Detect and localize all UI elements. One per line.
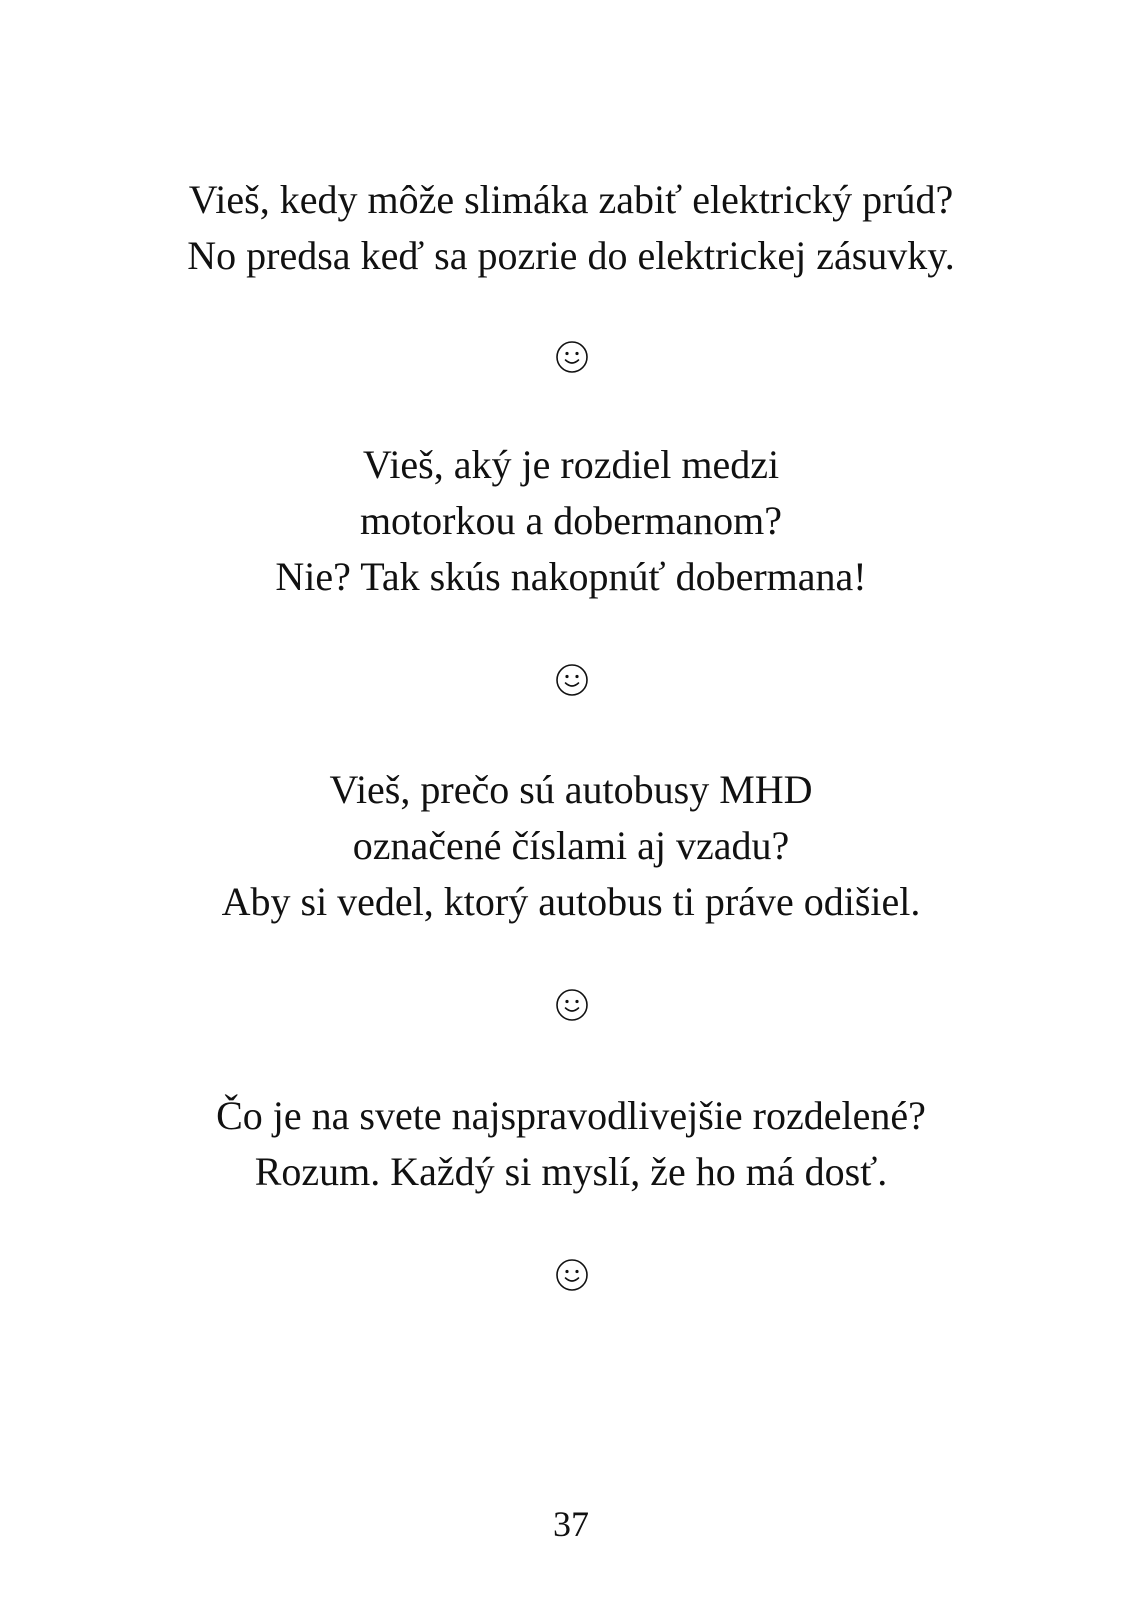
joke-3-line-3: Aby si vedel, ktorý autobus ti práve odišiel. (221, 879, 921, 924)
smiley-face-icon (555, 988, 589, 1022)
joke-4-line-2: Rozum. Každý si myslí, že ho má dosť. (254, 1149, 888, 1194)
smiley-face-icon (555, 1258, 589, 1292)
joke-3 (0, 762, 1142, 930)
joke-3-line-2: označené číslami aj vzadu? (352, 823, 790, 868)
smiley-face-icon (555, 340, 589, 374)
joke-2-line-2: motorkou a dobermanom? (359, 498, 783, 543)
joke-4 (0, 1088, 1142, 1200)
joke-1 (0, 172, 1142, 284)
joke-1-line-2: No predsa keď sa pozrie do elektrickej zásuvky. (187, 233, 955, 278)
smiley-face-icon (555, 663, 589, 697)
joke-4-line-1: Čo je na svete najspravodlivejšie rozdelené? (216, 1093, 926, 1138)
page-number: 37 (553, 1504, 589, 1544)
joke-2-line-3: Nie? Tak skús nakopnúť dobermana! (275, 554, 867, 599)
joke-2 (0, 437, 1142, 605)
joke-1-line-1: Vieš, kedy môže slimáka zabiť elektrický prúd? (188, 177, 954, 222)
joke-3-line-1: Vieš, prečo sú autobusy MHD (329, 767, 813, 812)
joke-2-line-1: Vieš, aký je rozdiel medzi (362, 442, 780, 487)
